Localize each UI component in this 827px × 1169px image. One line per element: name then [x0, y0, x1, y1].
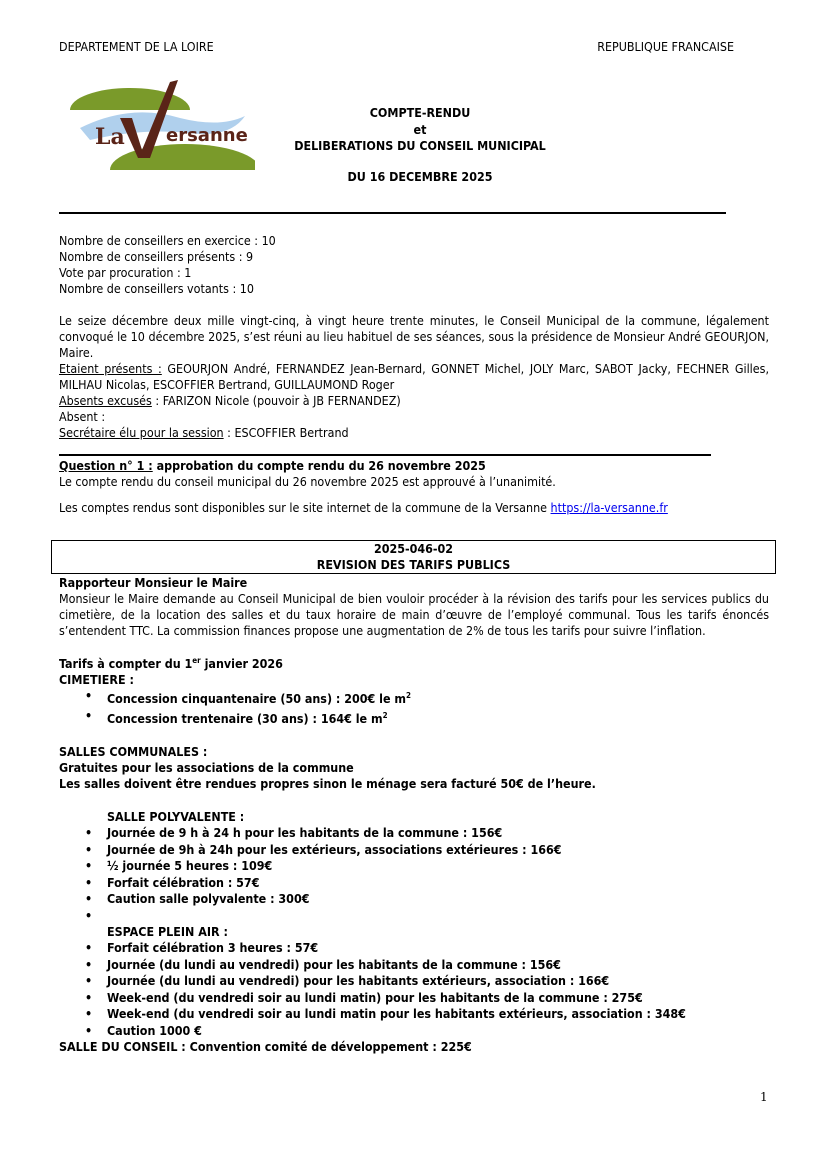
secretaire-label: Secrétaire élu pour la session: [59, 425, 224, 440]
question-label: Question n° 1 :: [59, 458, 153, 473]
list-item: • Journée (du lundi au vendredi) pour les habitants de la commune : 156€: [107, 957, 769, 974]
excuses-value: : FARIZON Nicole (pouvoir à JB FERNANDEZ): [151, 393, 401, 408]
title-line: COMPTE-RENDU: [369, 105, 471, 120]
title-line: DELIBERATIONS DU CONSEIL MUNICIPAL: [294, 138, 546, 153]
excuses-line: [59, 393, 769, 409]
list-item: • Journée de 9h à 24h pour les extérieurs, associations extérieures : 166€: [107, 842, 769, 859]
rapporteur: Rapporteur Monsieur le Maire: [59, 575, 248, 590]
item-sup: 2: [382, 710, 388, 720]
list-item: • Journée (du lundi au vendredi) pour les habitants extérieurs, association : 166€: [107, 973, 769, 990]
count-line: Nombre de conseillers votants : 10: [59, 281, 254, 296]
svg-text:La: La: [95, 124, 125, 150]
secretaire-value: : ESCOFFIER Bertrand: [223, 425, 349, 440]
list-item: [107, 688, 769, 708]
salles-line: Gratuites pour les associations de la commune: [59, 760, 354, 776]
rapport-text: Monsieur le Maire demande au Conseil Municipal de bien vouloir procéder à la révision des tarifs pour les services publics du cimetière, de la location des salles et du taux horaire de main d’œuvre de l’employé communal. Tous les tarifs énoncés s’entendent TTC. La commission finances propose une augmentation de 2% de tous les tarifs pour suivre l’inflation.: [59, 591, 769, 638]
count-line: Nombre de conseillers en exercice : 10: [59, 233, 276, 248]
presents-label: Etaient présents :: [59, 361, 162, 376]
list-item: • Week-end (du vendredi soir au lundi matin pour les habitants extérieurs, association : 348€: [107, 1006, 769, 1023]
list-item: [107, 708, 769, 728]
presents-value: GEOURJON André, FERNANDEZ Jean-Bernard, GONNET Michel, JOLY Marc, SABOT Jacky, FECHNER Gilles, MILHAU Nicolas, ESCOFFIER Bertrand, GUILLAUMOND Roger: [59, 361, 769, 392]
page-number: 1: [760, 1090, 768, 1104]
tarifs-heading-post: janvier 2026: [200, 656, 283, 672]
count-line: Vote par procuration : 1: [59, 265, 192, 280]
polyvalente-list: [59, 825, 769, 924]
deliberation-title: REVISION DES TARIFS PUBLICS: [316, 557, 511, 572]
salle-conseil-line: SALLE DU CONSEIL : Convention comité de développement : 225€: [59, 1039, 472, 1055]
salles-line: Les salles doivent être rendues propres sinon le ménage sera facturé 50€ de l’heure.: [59, 776, 596, 792]
deliberation-box: [51, 540, 776, 574]
title-line: et: [413, 121, 427, 137]
plein-air-heading: ESPACE PLEIN AIR :: [107, 924, 228, 940]
divider: [59, 212, 726, 214]
logo: [70, 78, 255, 170]
question-title: approbation du compte rendu du 26 novembre 2025: [152, 458, 486, 473]
tarifs-heading-sup: er: [192, 656, 201, 665]
header-department: DEPARTEMENT DE LA LOIRE: [59, 39, 214, 54]
comptes-text: Les comptes rendus sont disponibles sur le site internet de la commune de la Versanne: [59, 500, 551, 515]
presents-line: [59, 361, 769, 393]
attendance-section: [59, 313, 769, 441]
item-sup: 2: [406, 691, 412, 701]
salles-heading: SALLES COMMUNALES :: [59, 744, 208, 760]
website-link[interactable]: https://la-versanne.fr: [550, 500, 668, 515]
header-republique: REPUBLIQUE FRANCAISE: [597, 39, 734, 54]
item-text: Concession cinquantenaire (50 ans) : 200€ le m: [107, 691, 407, 707]
count-line: Nombre de conseillers présents : 9: [59, 249, 254, 264]
rapport-section: [59, 575, 769, 1055]
counts: [59, 233, 276, 297]
excuses-label: Absents excusés: [59, 393, 152, 408]
question-1: [59, 458, 769, 516]
document-title: [270, 105, 570, 185]
list-item: • ½ journée 5 heures : 109€: [107, 858, 769, 875]
list-item: • Caution 1000 €: [107, 1023, 769, 1040]
divider: [59, 454, 711, 456]
list-item: • Forfait célébration 3 heures : 57€: [107, 940, 769, 957]
plein-air-list: [59, 940, 769, 1039]
comptes-line: [59, 500, 769, 516]
tarifs-heading: Tarifs à compter du 1: [59, 656, 193, 672]
absent-line: Absent :: [59, 409, 106, 424]
polyvalente-heading: SALLE POLYVALENTE :: [107, 809, 245, 825]
intro-paragraph: Le seize décembre deux mille vingt-cinq, à vingt heure trente minutes, le Conseil Municipal de la commune, légalement convoqué le 10 décembre 2025, s’est réuni au lieu habituel de ses séances, sous la présidence de Monsieur André GEOURJON, Maire.: [59, 313, 769, 360]
question-text: Le compte rendu du conseil municipal du 26 novembre 2025 est approuvé à l’unanimité.: [59, 474, 556, 489]
list-item: • Caution salle polyvalente : 300€: [107, 891, 769, 908]
svg-text:ersanne: ersanne: [166, 125, 248, 146]
deliberation-number: 2025-046-02: [373, 541, 454, 556]
list-item: • Forfait célébration : 57€: [107, 875, 769, 892]
secretaire-line: [59, 425, 769, 441]
cimetiere-heading: CIMETIERE :: [59, 672, 134, 688]
cimetiere-list: [59, 688, 769, 727]
list-item: • Journée de 9 h à 24 h pour les habitants de la commune : 156€: [107, 825, 769, 842]
list-item: • Week-end (du vendredi soir au lundi matin) pour les habitants de la commune : 275€: [107, 990, 769, 1007]
item-text: Concession trentenaire (30 ans) : 164€ le m: [107, 710, 383, 726]
list-item: [107, 908, 769, 925]
title-date: DU 16 DECEMBRE 2025: [347, 168, 493, 184]
